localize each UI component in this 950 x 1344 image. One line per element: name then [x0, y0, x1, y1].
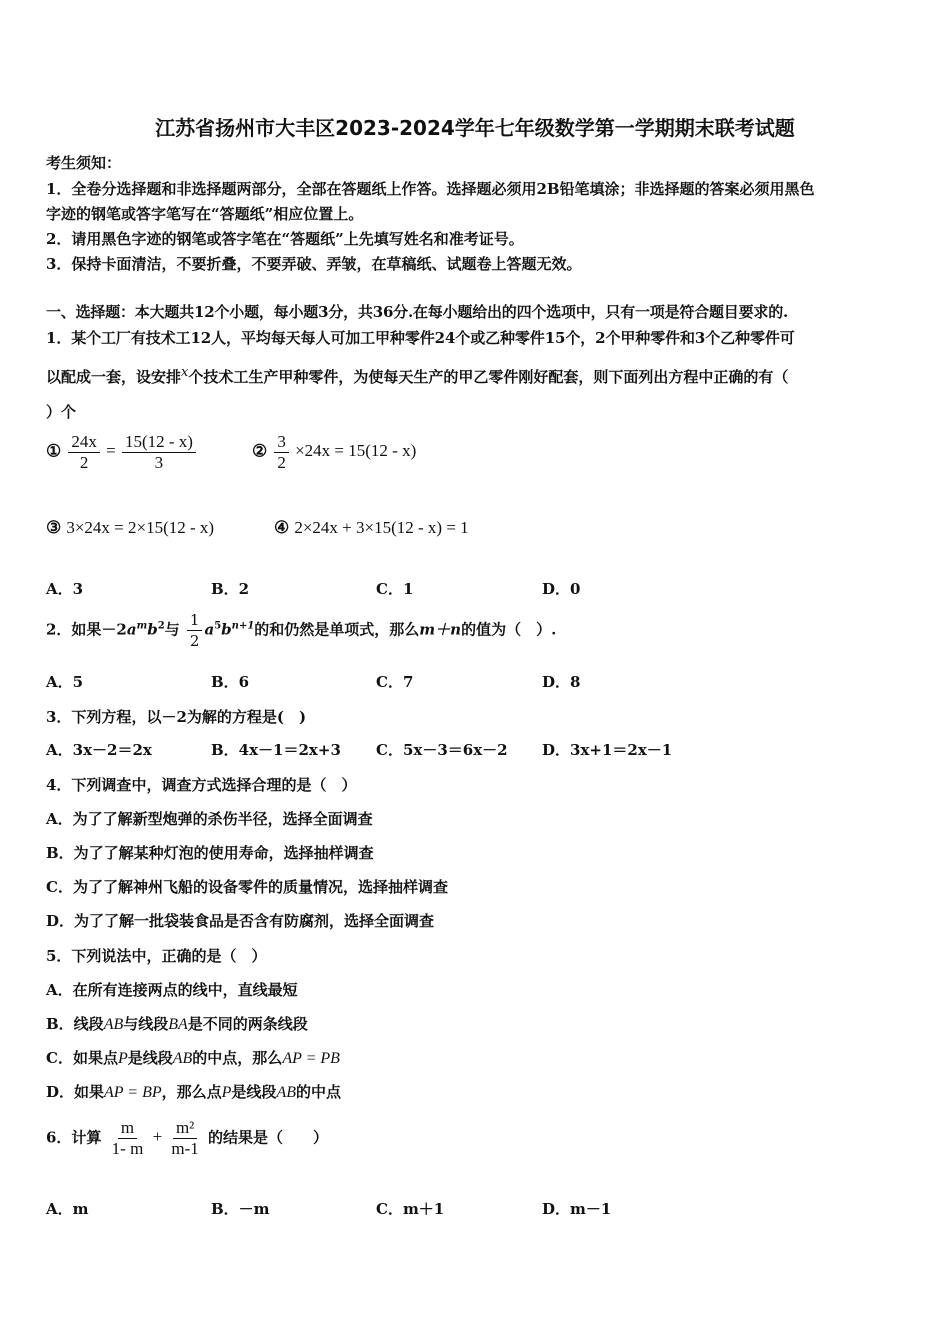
- fraction-numerator: m²: [173, 1118, 197, 1139]
- q6-option-b: B．－m: [211, 1200, 270, 1218]
- fraction-denominator: 3: [154, 453, 164, 472]
- q5-text: 是线段: [231, 1083, 277, 1101]
- notice-line-3: 3．保持卡面清洁，不要折叠，不要弄破、弄皱，在草稿纸、试题卷上答题无效。: [46, 255, 582, 273]
- q2-var: a: [126, 620, 137, 639]
- equals-sign: =: [106, 441, 116, 461]
- q1-equation-1: [46, 432, 198, 473]
- q5-text: C．如果点: [46, 1049, 118, 1067]
- exam-title: 江苏省扬州市大丰区2023-2024学年七年级数学第一学期期末联考试题: [155, 116, 795, 140]
- equation-label: ②: [252, 441, 268, 462]
- q6-text: 的结果是（ ）: [208, 1128, 329, 1147]
- q1-stem-line2: [46, 365, 788, 387]
- q5-stem: 5．下列说法中，正确的是（ ）: [46, 947, 267, 965]
- q4-option-a: A．为了了解新型炮弹的杀伤半径，选择全面调查: [46, 810, 373, 828]
- q2-option-c: C．7: [376, 673, 414, 691]
- plus-sign: +: [152, 1127, 163, 1147]
- q2-exponent: n+1: [231, 620, 255, 632]
- q1-equation-3: [46, 518, 214, 538]
- q3-option-c: C．5x－3＝6x－2: [376, 741, 508, 759]
- q6-option-a: A．m: [46, 1200, 89, 1218]
- q3-stem: 3．下列方程，以－2为解的方程是( ): [46, 708, 307, 726]
- q5-point: P: [221, 1084, 232, 1101]
- q1-variable: x: [181, 365, 189, 380]
- q2-var: b: [221, 620, 232, 639]
- q1-text: 以配成一套，设安排: [46, 368, 182, 386]
- equation-label: ④: [274, 518, 290, 538]
- q5-segment: AB: [276, 1084, 296, 1101]
- q6-option-d: D．m－1: [542, 1200, 612, 1218]
- q5-text: D．如果: [46, 1083, 105, 1101]
- q2-exponent: m: [136, 620, 148, 632]
- q3-option-a: A．3x－2＝2x: [46, 741, 152, 759]
- q2-exponent: 2: [157, 620, 165, 632]
- q2-expression: m＋n: [419, 620, 462, 639]
- fraction-denominator: 2: [189, 632, 200, 650]
- notice-line-1a: 1．全卷分选择题和非选择题两部分，全部在答题纸上作答。选择题必须用2B铅笔填涂；非选择题的答案必须用黑色: [46, 180, 815, 198]
- q5-text: 是不同的两条线段: [187, 1015, 308, 1033]
- q2-exponent: 5: [214, 620, 222, 632]
- fraction-denominator: 2: [79, 453, 89, 472]
- notice-line-1b: 字迹的钢笔或答字笔写在“答题纸”相应位置上。: [46, 205, 364, 223]
- q5-option-c: [46, 1047, 340, 1068]
- q2-text: 的和仍然是单项式，那么: [254, 620, 420, 639]
- q5-equation: AP = PB: [282, 1050, 340, 1067]
- q5-option-d: [46, 1081, 341, 1102]
- equation-body: 3×24x = 2×15(12 - x): [66, 518, 215, 537]
- q1-option-c: C．1: [376, 580, 414, 598]
- q4-option-c: C．为了了解神州飞船的设备零件的质量情况，选择抽样调查: [46, 878, 448, 896]
- notice-heading: 考生须知：: [46, 154, 122, 172]
- fraction-denominator: 2: [277, 453, 286, 472]
- q2-option-b: B．6: [211, 673, 250, 691]
- fraction-numerator: 1: [187, 610, 203, 631]
- q5-segment: AB: [103, 1016, 124, 1033]
- q6-option-c: C．m＋1: [376, 1200, 445, 1218]
- q2-option-a: A．5: [46, 673, 84, 691]
- q5-text: B．线段: [46, 1015, 104, 1033]
- q1-option-a: A．3: [46, 580, 84, 598]
- notice-line-2: 2．请用黑色字迹的钢笔或答字笔在“答题纸”上先填写姓名和准考证号。: [46, 230, 524, 248]
- q2-var: a: [204, 620, 215, 639]
- equation-body: 2×24x + 3×15(12 - x) = 1: [294, 518, 469, 537]
- q2-text: 2．如果－2: [46, 620, 127, 639]
- q2-text: 的值为（ ）.: [461, 620, 557, 639]
- q5-text: 与线段: [123, 1015, 169, 1033]
- q2-text: 与: [164, 620, 180, 639]
- q5-text: 的中点，那么: [192, 1049, 283, 1067]
- q5-option-b: [46, 1013, 308, 1034]
- q4-stem: 4．下列调查中，调查方式选择合理的是（ ）: [46, 776, 357, 794]
- fraction-numerator: 15(12 - x): [122, 432, 196, 453]
- q1-stem-line3: ）个: [46, 403, 77, 421]
- q1-equation-4: [274, 518, 469, 538]
- q5-text: 是线段: [127, 1049, 173, 1067]
- q1-option-b: B．2: [211, 580, 250, 598]
- fraction-numerator: 24x: [68, 432, 100, 453]
- q5-option-a: A．在所有连接两点的线中，直线最短: [46, 981, 298, 999]
- q1-equation-2: [252, 432, 416, 473]
- fraction-numerator: 3: [274, 432, 289, 453]
- q5-segment: AB: [172, 1050, 193, 1067]
- q6-text: 6．计算: [46, 1128, 102, 1147]
- q3-option-d: D．3x+1＝2x－1: [542, 741, 673, 759]
- fraction-denominator: 1- m: [111, 1139, 144, 1158]
- q5-segment: BA: [168, 1016, 188, 1033]
- q4-option-d: D．为了了解一批袋装食品是否含有防腐剂，选择全面调查: [46, 912, 435, 930]
- equation-body: ×24x = 15(12 - x): [295, 441, 417, 461]
- q2-option-d: D．8: [542, 673, 581, 691]
- q1-option-d: D．0: [542, 580, 581, 598]
- q5-equation: AP = BP: [104, 1084, 162, 1101]
- q2-stem: [46, 610, 556, 651]
- fraction-denominator: m-1: [171, 1139, 199, 1158]
- equation-label: ①: [46, 441, 62, 462]
- q1-text: 个技术工生产甲种零件，为使每天生产的甲乙零件刚好配套，则下面列出方程中正确的有（: [188, 368, 789, 386]
- section-heading: 一、选择题：本大题共12个小题，每小题3分，共36分.在每小题给出的四个选项中，只有一项是符合题目要求的.: [46, 303, 789, 321]
- q2-var: b: [147, 620, 158, 639]
- q5-text: ，那么点: [161, 1083, 222, 1101]
- q6-stem: [46, 1118, 328, 1159]
- q5-point: P: [117, 1050, 128, 1067]
- equation-label: ③: [46, 518, 62, 538]
- q1-stem-line1: 1．某个工厂有技术工12人，平均每天每人可加工甲种零件24个或乙种零件15个，2个甲种零件和3个乙种零件可: [46, 329, 795, 347]
- q3-option-b: B．4x－1＝2x+3: [211, 741, 341, 759]
- q4-option-b: B．为了了解某种灯泡的使用寿命，选择抽样调查: [46, 844, 374, 862]
- fraction-numerator: m: [118, 1118, 137, 1139]
- q5-text: 的中点: [295, 1083, 341, 1101]
